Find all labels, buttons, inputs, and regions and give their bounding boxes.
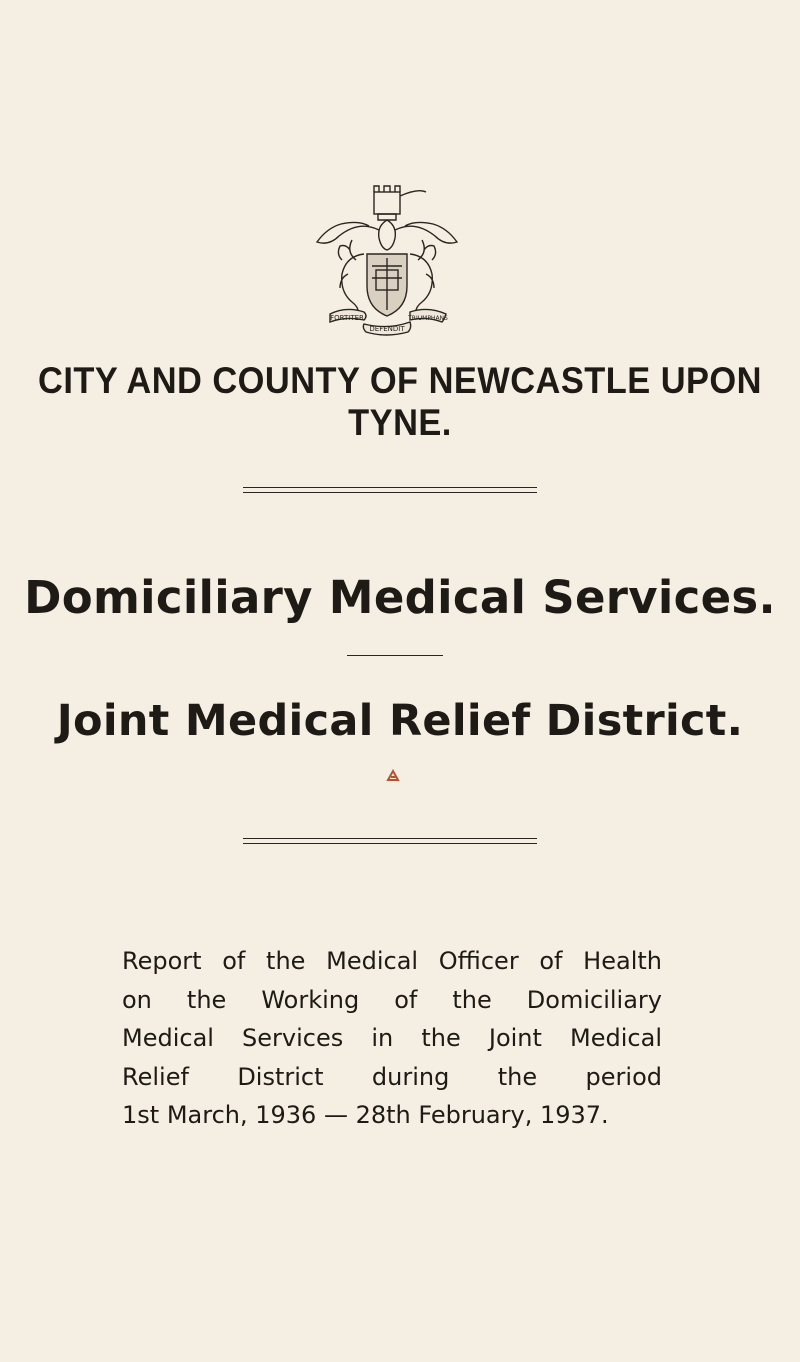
report-line: Relief District during the period [122, 1062, 662, 1091]
single-rule [347, 655, 443, 656]
report-line: on the Working of the Domiciliary [122, 985, 662, 1014]
ornament-mark-icon [386, 769, 400, 783]
report-line: Report of the Medical Officer of Health [122, 947, 662, 975]
report-line: Medical Services in the Joint Medical [122, 1024, 662, 1052]
main-heading: Domiciliary Medical Services. [24, 571, 776, 624]
double-rule-bottom [243, 838, 537, 844]
city-coat-of-arms [312, 174, 462, 344]
motto-right-text: TRIUMPHANS [408, 315, 448, 322]
double-rule-top [243, 487, 537, 493]
report-description [122, 942, 662, 1135]
sub-heading: Joint Medical Relief District. [56, 696, 744, 746]
motto-bottom-text: DEFENDIT [369, 325, 405, 333]
city-title: CITY AND COUNTY OF NEWCASTLE UPON TYNE. [38, 360, 762, 443]
motto-left-text: FORTITER [330, 314, 364, 322]
report-line: 1st March, 1936 — 28th February, 1937. [122, 1101, 609, 1129]
